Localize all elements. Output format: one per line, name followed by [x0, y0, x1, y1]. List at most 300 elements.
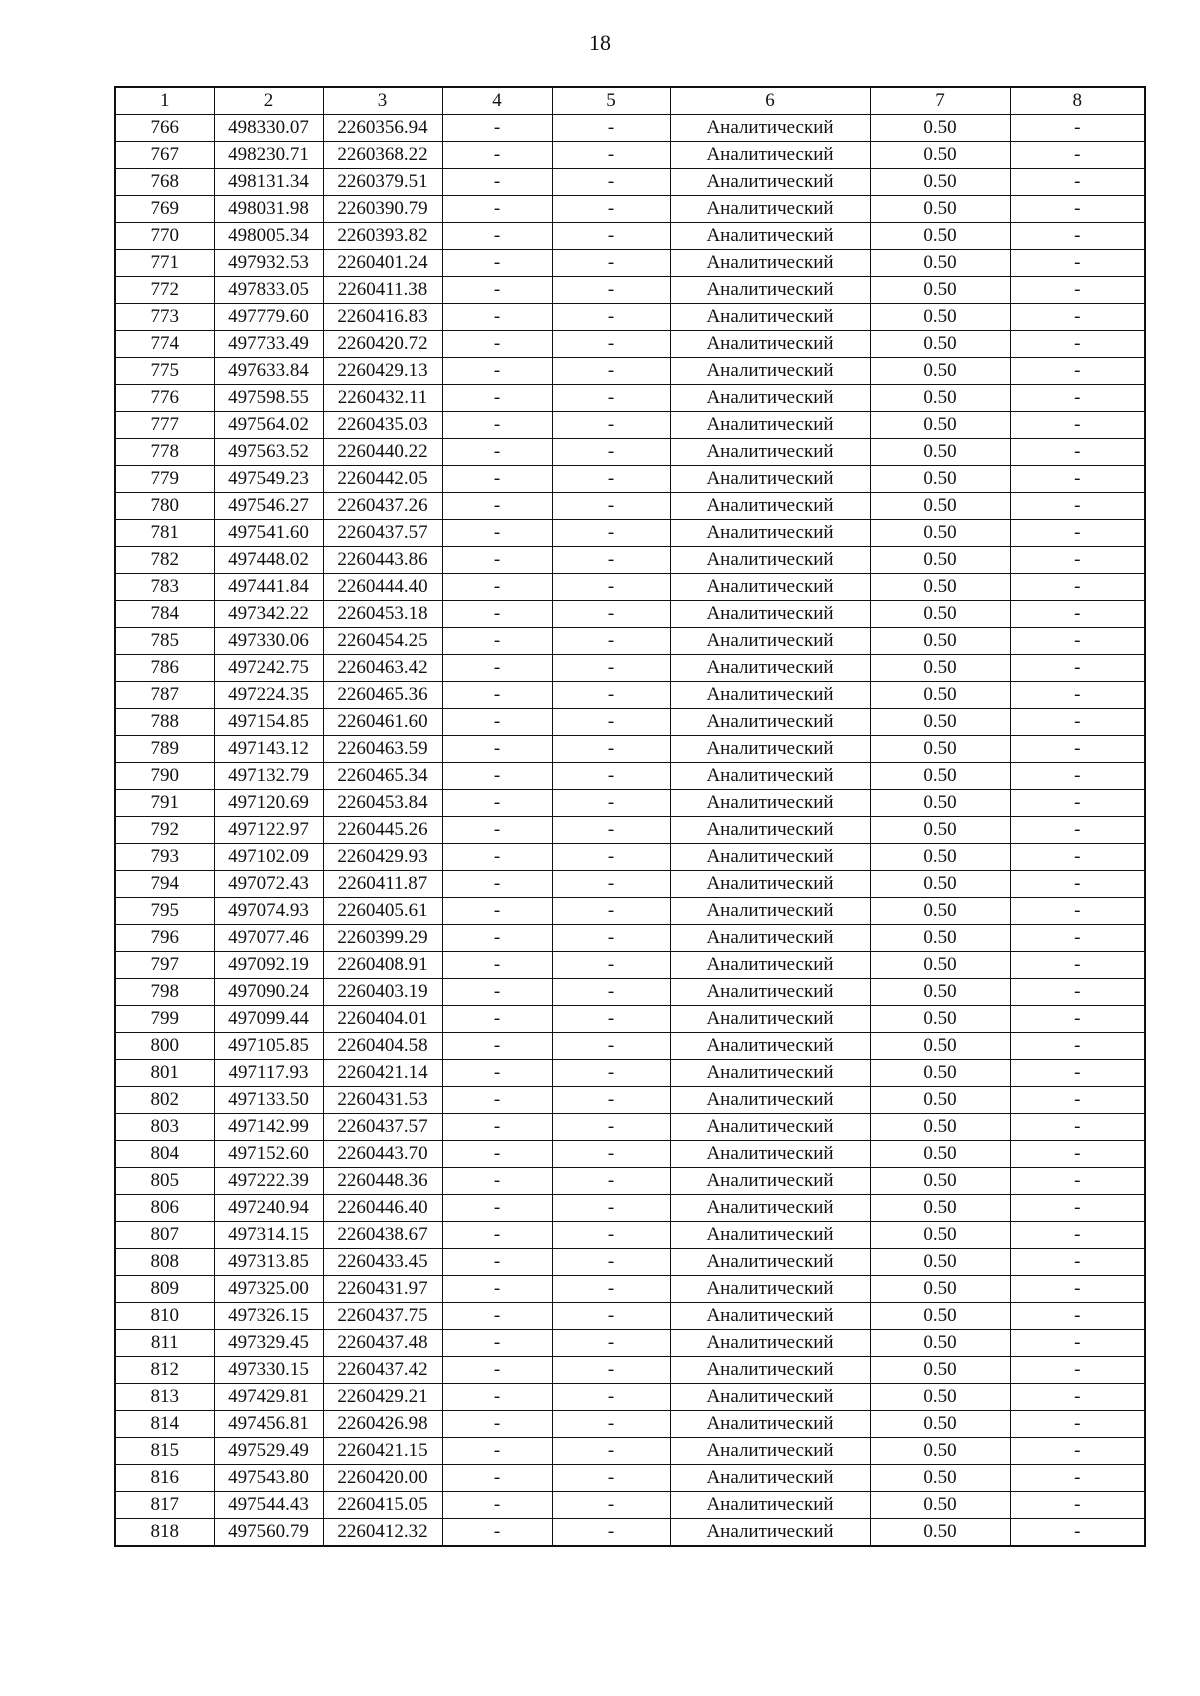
table-row: [115, 412, 1145, 439]
cell-method: Аналитический: [670, 1141, 870, 1168]
cell-x-coordinate: 498131.34: [214, 169, 323, 196]
cell-method: Аналитический: [670, 493, 870, 520]
cell-method: Аналитический: [670, 520, 870, 547]
table-row: [115, 925, 1145, 952]
cell-col-5-value: -: [552, 115, 670, 142]
cell-x-coordinate: 497120.69: [214, 790, 323, 817]
cell-x-coordinate: 497314.15: [214, 1222, 323, 1249]
cell-col-4-value: -: [442, 844, 552, 871]
cell-y-coordinate: 2260437.75: [323, 1303, 442, 1330]
cell-point-number: 781: [115, 520, 214, 547]
cell-y-coordinate: 2260454.25: [323, 628, 442, 655]
cell-col-8-value: -: [1010, 1303, 1145, 1330]
cell-col-8-value: -: [1010, 871, 1145, 898]
cell-col-5-value: -: [552, 520, 670, 547]
cell-y-coordinate: 2260465.34: [323, 763, 442, 790]
table-row: [115, 1033, 1145, 1060]
cell-x-coordinate: 497132.79: [214, 763, 323, 790]
cell-accuracy: 0.50: [870, 1195, 1010, 1222]
cell-col-8-value: -: [1010, 385, 1145, 412]
cell-method: Аналитический: [670, 925, 870, 952]
cell-col-5-value: -: [552, 1249, 670, 1276]
cell-x-coordinate: 497133.50: [214, 1087, 323, 1114]
cell-point-number: 782: [115, 547, 214, 574]
cell-col-4-value: -: [442, 1114, 552, 1141]
table-row: [115, 844, 1145, 871]
cell-y-coordinate: 2260437.48: [323, 1330, 442, 1357]
table-row: [115, 1357, 1145, 1384]
cell-col-5-value: -: [552, 1195, 670, 1222]
table-row: [115, 736, 1145, 763]
cell-method: Аналитический: [670, 169, 870, 196]
cell-x-coordinate: 497224.35: [214, 682, 323, 709]
cell-accuracy: 0.50: [870, 1465, 1010, 1492]
cell-y-coordinate: 2260448.36: [323, 1168, 442, 1195]
cell-col-5-value: -: [552, 277, 670, 304]
cell-y-coordinate: 2260440.22: [323, 439, 442, 466]
cell-accuracy: 0.50: [870, 1087, 1010, 1114]
cell-method: Аналитический: [670, 1411, 870, 1438]
cell-x-coordinate: 497342.22: [214, 601, 323, 628]
cell-point-number: 777: [115, 412, 214, 439]
cell-method: Аналитический: [670, 1114, 870, 1141]
cell-col-5-value: -: [552, 871, 670, 898]
table-row: [115, 574, 1145, 601]
cell-col-5-value: -: [552, 169, 670, 196]
cell-col-5-value: -: [552, 1033, 670, 1060]
cell-x-coordinate: 497564.02: [214, 412, 323, 439]
cell-y-coordinate: 2260429.93: [323, 844, 442, 871]
cell-accuracy: 0.50: [870, 304, 1010, 331]
cell-y-coordinate: 2260390.79: [323, 196, 442, 223]
cell-point-number: 794: [115, 871, 214, 898]
cell-col-8-value: -: [1010, 1519, 1145, 1547]
cell-method: Аналитический: [670, 655, 870, 682]
cell-accuracy: 0.50: [870, 601, 1010, 628]
cell-col-5-value: -: [552, 547, 670, 574]
cell-col-4-value: -: [442, 601, 552, 628]
cell-method: Аналитический: [670, 385, 870, 412]
cell-method: Аналитический: [670, 250, 870, 277]
table-row: [115, 493, 1145, 520]
cell-point-number: 767: [115, 142, 214, 169]
cell-col-4-value: -: [442, 574, 552, 601]
cell-col-8-value: -: [1010, 169, 1145, 196]
cell-y-coordinate: 2260404.01: [323, 1006, 442, 1033]
cell-col-8-value: -: [1010, 628, 1145, 655]
cell-col-8-value: -: [1010, 439, 1145, 466]
cell-col-8-value: -: [1010, 817, 1145, 844]
cell-col-4-value: -: [442, 871, 552, 898]
cell-method: Аналитический: [670, 1519, 870, 1547]
page-number: 18: [589, 30, 611, 55]
cell-point-number: 817: [115, 1492, 214, 1519]
cell-point-number: 813: [115, 1384, 214, 1411]
table-row: [115, 223, 1145, 250]
cell-y-coordinate: 2260461.60: [323, 709, 442, 736]
table-row: [115, 385, 1145, 412]
cell-col-4-value: -: [442, 1438, 552, 1465]
cell-col-8-value: -: [1010, 493, 1145, 520]
cell-accuracy: 0.50: [870, 1384, 1010, 1411]
cell-col-8-value: -: [1010, 412, 1145, 439]
table-row: [115, 1519, 1145, 1547]
cell-col-4-value: -: [442, 1087, 552, 1114]
cell-y-coordinate: 2260411.38: [323, 277, 442, 304]
table-row: [115, 169, 1145, 196]
cell-col-8-value: -: [1010, 952, 1145, 979]
cell-col-8-value: -: [1010, 1141, 1145, 1168]
cell-col-8-value: -: [1010, 223, 1145, 250]
cell-point-number: 797: [115, 952, 214, 979]
cell-method: Аналитический: [670, 1222, 870, 1249]
cell-x-coordinate: 497099.44: [214, 1006, 323, 1033]
cell-col-8-value: -: [1010, 1357, 1145, 1384]
cell-x-coordinate: 497456.81: [214, 1411, 323, 1438]
cell-col-5-value: -: [552, 1384, 670, 1411]
cell-accuracy: 0.50: [870, 925, 1010, 952]
cell-y-coordinate: 2260393.82: [323, 223, 442, 250]
cell-y-coordinate: 2260368.22: [323, 142, 442, 169]
cell-y-coordinate: 2260446.40: [323, 1195, 442, 1222]
column-header-7: 7: [870, 87, 1010, 115]
cell-col-5-value: -: [552, 250, 670, 277]
cell-col-5-value: -: [552, 979, 670, 1006]
cell-col-4-value: -: [442, 790, 552, 817]
table-row: [115, 115, 1145, 142]
cell-y-coordinate: 2260404.58: [323, 1033, 442, 1060]
table-row: [115, 1006, 1145, 1033]
cell-col-4-value: -: [442, 628, 552, 655]
cell-point-number: 774: [115, 331, 214, 358]
cell-x-coordinate: 497222.39: [214, 1168, 323, 1195]
cell-accuracy: 0.50: [870, 142, 1010, 169]
cell-method: Аналитический: [670, 871, 870, 898]
cell-point-number: 775: [115, 358, 214, 385]
cell-col-4-value: -: [442, 817, 552, 844]
cell-accuracy: 0.50: [870, 952, 1010, 979]
cell-accuracy: 0.50: [870, 763, 1010, 790]
cell-y-coordinate: 2260433.45: [323, 1249, 442, 1276]
cell-x-coordinate: 497932.53: [214, 250, 323, 277]
cell-y-coordinate: 2260379.51: [323, 169, 442, 196]
cell-accuracy: 0.50: [870, 1168, 1010, 1195]
cell-col-5-value: -: [552, 1519, 670, 1547]
cell-x-coordinate: 497122.97: [214, 817, 323, 844]
cell-x-coordinate: 497563.52: [214, 439, 323, 466]
cell-point-number: 792: [115, 817, 214, 844]
cell-col-5-value: -: [552, 655, 670, 682]
cell-col-5-value: -: [552, 736, 670, 763]
cell-col-5-value: -: [552, 1141, 670, 1168]
cell-accuracy: 0.50: [870, 709, 1010, 736]
cell-y-coordinate: 2260420.72: [323, 331, 442, 358]
cell-y-coordinate: 2260465.36: [323, 682, 442, 709]
cell-col-4-value: -: [442, 952, 552, 979]
cell-accuracy: 0.50: [870, 439, 1010, 466]
cell-point-number: 815: [115, 1438, 214, 1465]
cell-col-4-value: -: [442, 277, 552, 304]
cell-col-8-value: -: [1010, 979, 1145, 1006]
cell-y-coordinate: 2260429.21: [323, 1384, 442, 1411]
cell-col-5-value: -: [552, 574, 670, 601]
cell-col-4-value: -: [442, 439, 552, 466]
cell-col-4-value: -: [442, 1492, 552, 1519]
cell-accuracy: 0.50: [870, 1519, 1010, 1547]
cell-method: Аналитический: [670, 1195, 870, 1222]
cell-y-coordinate: 2260426.98: [323, 1411, 442, 1438]
cell-method: Аналитический: [670, 547, 870, 574]
cell-col-5-value: -: [552, 1222, 670, 1249]
cell-point-number: 769: [115, 196, 214, 223]
cell-col-4-value: -: [442, 763, 552, 790]
cell-x-coordinate: 497448.02: [214, 547, 323, 574]
cell-col-8-value: -: [1010, 1195, 1145, 1222]
table-row: [115, 898, 1145, 925]
cell-point-number: 805: [115, 1168, 214, 1195]
table-row: [115, 709, 1145, 736]
cell-col-4-value: -: [442, 1006, 552, 1033]
cell-point-number: 814: [115, 1411, 214, 1438]
cell-method: Аналитический: [670, 466, 870, 493]
cell-x-coordinate: 497242.75: [214, 655, 323, 682]
cell-col-4-value: -: [442, 1330, 552, 1357]
cell-accuracy: 0.50: [870, 844, 1010, 871]
table-row: [115, 1465, 1145, 1492]
cell-x-coordinate: 497441.84: [214, 574, 323, 601]
cell-y-coordinate: 2260437.57: [323, 1114, 442, 1141]
column-header-2: 2: [214, 87, 323, 115]
cell-col-5-value: -: [552, 1465, 670, 1492]
cell-col-5-value: -: [552, 628, 670, 655]
coordinates-table: [114, 86, 1146, 1547]
cell-x-coordinate: 497779.60: [214, 304, 323, 331]
cell-x-coordinate: 497733.49: [214, 331, 323, 358]
cell-col-4-value: -: [442, 493, 552, 520]
cell-y-coordinate: 2260431.97: [323, 1276, 442, 1303]
cell-y-coordinate: 2260432.11: [323, 385, 442, 412]
cell-col-4-value: -: [442, 925, 552, 952]
table-row: [115, 439, 1145, 466]
cell-col-4-value: -: [442, 682, 552, 709]
cell-accuracy: 0.50: [870, 1276, 1010, 1303]
cell-method: Аналитический: [670, 1384, 870, 1411]
cell-col-5-value: -: [552, 925, 670, 952]
table-row: [115, 979, 1145, 1006]
cell-col-4-value: -: [442, 1384, 552, 1411]
cell-point-number: 779: [115, 466, 214, 493]
cell-accuracy: 0.50: [870, 817, 1010, 844]
table-row: [115, 628, 1145, 655]
table-row: [115, 196, 1145, 223]
cell-accuracy: 0.50: [870, 1060, 1010, 1087]
cell-y-coordinate: 2260443.70: [323, 1141, 442, 1168]
cell-point-number: 818: [115, 1519, 214, 1547]
cell-col-8-value: -: [1010, 331, 1145, 358]
cell-method: Аналитический: [670, 1303, 870, 1330]
cell-accuracy: 0.50: [870, 1330, 1010, 1357]
cell-col-5-value: -: [552, 817, 670, 844]
cell-method: Аналитический: [670, 574, 870, 601]
cell-y-coordinate: 2260443.86: [323, 547, 442, 574]
table-row: [115, 1060, 1145, 1087]
cell-x-coordinate: 497598.55: [214, 385, 323, 412]
cell-point-number: 791: [115, 790, 214, 817]
cell-col-4-value: -: [442, 142, 552, 169]
cell-method: Аналитический: [670, 358, 870, 385]
table-row: [115, 655, 1145, 682]
cell-x-coordinate: 497143.12: [214, 736, 323, 763]
cell-method: Аналитический: [670, 412, 870, 439]
table-header: [115, 87, 1145, 115]
cell-y-coordinate: 2260421.14: [323, 1060, 442, 1087]
cell-y-coordinate: 2260412.32: [323, 1519, 442, 1547]
cell-x-coordinate: 497154.85: [214, 709, 323, 736]
cell-method: Аналитический: [670, 331, 870, 358]
cell-point-number: 798: [115, 979, 214, 1006]
cell-col-8-value: -: [1010, 1060, 1145, 1087]
cell-col-8-value: -: [1010, 925, 1145, 952]
cell-col-5-value: -: [552, 142, 670, 169]
cell-point-number: 816: [115, 1465, 214, 1492]
cell-y-coordinate: 2260431.53: [323, 1087, 442, 1114]
cell-method: Аналитический: [670, 196, 870, 223]
cell-method: Аналитический: [670, 1465, 870, 1492]
cell-accuracy: 0.50: [870, 277, 1010, 304]
cell-col-5-value: -: [552, 304, 670, 331]
cell-accuracy: 0.50: [870, 331, 1010, 358]
cell-col-4-value: -: [442, 1519, 552, 1547]
cell-col-5-value: -: [552, 1330, 670, 1357]
cell-col-8-value: -: [1010, 1438, 1145, 1465]
cell-x-coordinate: 497833.05: [214, 277, 323, 304]
cell-accuracy: 0.50: [870, 898, 1010, 925]
cell-col-5-value: -: [552, 1168, 670, 1195]
table-row: [115, 142, 1145, 169]
cell-x-coordinate: 498330.07: [214, 115, 323, 142]
cell-y-coordinate: 2260421.15: [323, 1438, 442, 1465]
cell-col-5-value: -: [552, 1087, 670, 1114]
cell-col-8-value: -: [1010, 1465, 1145, 1492]
cell-col-8-value: -: [1010, 277, 1145, 304]
cell-col-8-value: -: [1010, 763, 1145, 790]
cell-x-coordinate: 497325.00: [214, 1276, 323, 1303]
cell-x-coordinate: 497541.60: [214, 520, 323, 547]
cell-point-number: 810: [115, 1303, 214, 1330]
cell-col-8-value: -: [1010, 1330, 1145, 1357]
cell-col-5-value: -: [552, 709, 670, 736]
cell-col-4-value: -: [442, 1249, 552, 1276]
cell-col-8-value: -: [1010, 844, 1145, 871]
cell-col-8-value: -: [1010, 1276, 1145, 1303]
cell-method: Аналитический: [670, 709, 870, 736]
cell-accuracy: 0.50: [870, 466, 1010, 493]
cell-col-5-value: -: [552, 439, 670, 466]
table-row: [115, 1168, 1145, 1195]
cell-accuracy: 0.50: [870, 412, 1010, 439]
cell-col-4-value: -: [442, 385, 552, 412]
cell-point-number: 807: [115, 1222, 214, 1249]
table-row: [115, 1330, 1145, 1357]
cell-col-4-value: -: [442, 520, 552, 547]
cell-col-5-value: -: [552, 223, 670, 250]
cell-col-4-value: -: [442, 304, 552, 331]
cell-col-5-value: -: [552, 1060, 670, 1087]
cell-x-coordinate: 497330.15: [214, 1357, 323, 1384]
cell-x-coordinate: 497152.60: [214, 1141, 323, 1168]
cell-col-8-value: -: [1010, 1168, 1145, 1195]
header-row: [115, 87, 1145, 115]
cell-method: Аналитический: [670, 1438, 870, 1465]
cell-accuracy: 0.50: [870, 1222, 1010, 1249]
cell-col-8-value: -: [1010, 250, 1145, 277]
cell-method: Аналитический: [670, 844, 870, 871]
cell-method: Аналитический: [670, 898, 870, 925]
cell-col-5-value: -: [552, 493, 670, 520]
cell-x-coordinate: 497529.49: [214, 1438, 323, 1465]
cell-method: Аналитический: [670, 763, 870, 790]
cell-col-5-value: -: [552, 1492, 670, 1519]
cell-col-8-value: -: [1010, 709, 1145, 736]
cell-method: Аналитический: [670, 1060, 870, 1087]
cell-accuracy: 0.50: [870, 1114, 1010, 1141]
cell-y-coordinate: 2260399.29: [323, 925, 442, 952]
cell-col-8-value: -: [1010, 1249, 1145, 1276]
cell-accuracy: 0.50: [870, 169, 1010, 196]
cell-accuracy: 0.50: [870, 1303, 1010, 1330]
cell-y-coordinate: 2260356.94: [323, 115, 442, 142]
cell-accuracy: 0.50: [870, 628, 1010, 655]
cell-y-coordinate: 2260463.59: [323, 736, 442, 763]
cell-col-8-value: -: [1010, 1384, 1145, 1411]
cell-point-number: 778: [115, 439, 214, 466]
cell-y-coordinate: 2260403.19: [323, 979, 442, 1006]
table-row: [115, 1411, 1145, 1438]
cell-point-number: 788: [115, 709, 214, 736]
cell-col-4-value: -: [442, 547, 552, 574]
cell-col-8-value: -: [1010, 1006, 1145, 1033]
table-row: [115, 1276, 1145, 1303]
table-row: [115, 1249, 1145, 1276]
cell-col-5-value: -: [552, 1006, 670, 1033]
cell-col-4-value: -: [442, 898, 552, 925]
cell-x-coordinate: 497544.43: [214, 1492, 323, 1519]
cell-x-coordinate: 497329.45: [214, 1330, 323, 1357]
cell-point-number: 803: [115, 1114, 214, 1141]
cell-accuracy: 0.50: [870, 1249, 1010, 1276]
cell-point-number: 783: [115, 574, 214, 601]
cell-col-8-value: -: [1010, 601, 1145, 628]
table-row: [115, 466, 1145, 493]
cell-col-4-value: -: [442, 1222, 552, 1249]
cell-y-coordinate: 2260405.61: [323, 898, 442, 925]
cell-x-coordinate: 497549.23: [214, 466, 323, 493]
table-row: [115, 304, 1145, 331]
cell-point-number: 786: [115, 655, 214, 682]
table-row: [115, 1195, 1145, 1222]
cell-col-4-value: -: [442, 1168, 552, 1195]
cell-col-4-value: -: [442, 223, 552, 250]
cell-x-coordinate: 497326.15: [214, 1303, 323, 1330]
cell-col-8-value: -: [1010, 574, 1145, 601]
cell-col-8-value: -: [1010, 304, 1145, 331]
cell-y-coordinate: 2260453.18: [323, 601, 442, 628]
cell-point-number: 772: [115, 277, 214, 304]
cell-col-5-value: -: [552, 898, 670, 925]
cell-method: Аналитический: [670, 1168, 870, 1195]
cell-x-coordinate: 497543.80: [214, 1465, 323, 1492]
table-row: [115, 790, 1145, 817]
